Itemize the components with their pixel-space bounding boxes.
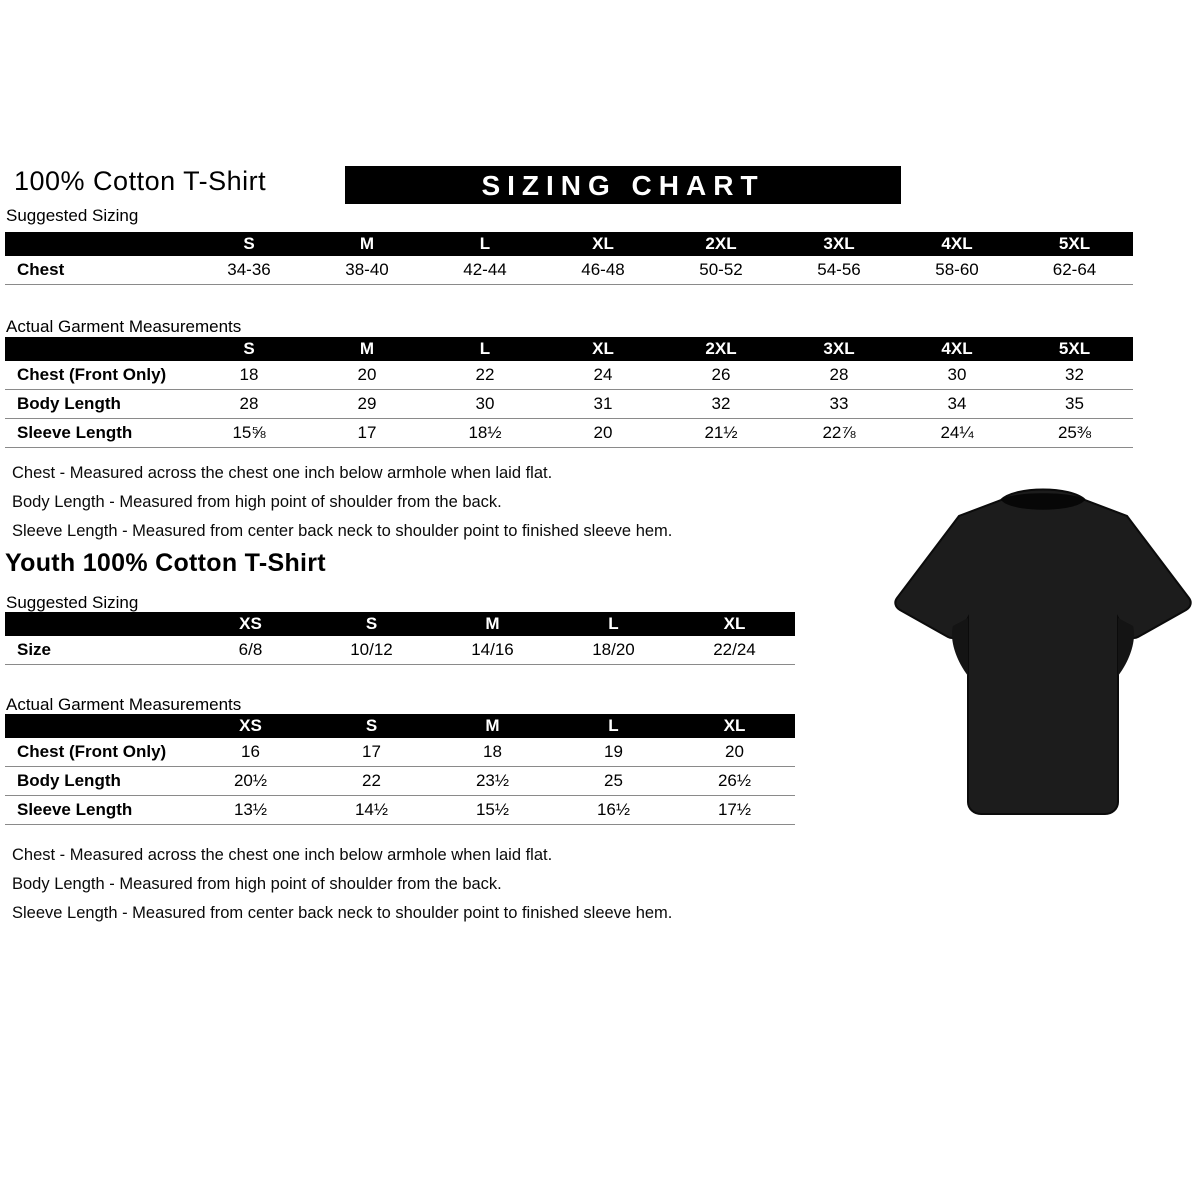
table-cell: 16 [190, 738, 311, 767]
table-cell: 28 [190, 390, 308, 419]
table-cell: 18½ [426, 419, 544, 448]
table-cell: 15½ [432, 796, 553, 825]
row-label: Body Length [5, 390, 190, 419]
table-cell: 50-52 [662, 256, 780, 285]
col-header: 2XL [662, 337, 780, 361]
table-cell: 16½ [553, 796, 674, 825]
table-cell: 15⅝ [190, 419, 308, 448]
table-cell: 19 [553, 738, 674, 767]
sizing-chart-banner: SIZING CHART [345, 166, 901, 204]
table-cell: 21½ [662, 419, 780, 448]
table-cell: 34-36 [190, 256, 308, 285]
table-row [5, 361, 1133, 390]
note-line: Chest - Measured across the chest one inch below armhole when laid flat. [12, 464, 553, 482]
table-cell: 24¼ [898, 419, 1016, 448]
table-header-row [5, 714, 795, 738]
youth-suggested-label: Suggested Sizing [6, 593, 139, 612]
empty-header-cell [5, 612, 190, 636]
note-line: Body Length - Measured from high point of shoulder from the back. [12, 875, 502, 893]
row-label: Chest (Front Only) [5, 361, 190, 390]
youth-title: Youth 100% Cotton T-Shirt [5, 549, 326, 577]
table-cell: 23½ [432, 767, 553, 796]
table-cell: 34 [898, 390, 1016, 419]
table-cell: 13½ [190, 796, 311, 825]
table-cell: 22/24 [674, 636, 795, 665]
table-cell: 30 [426, 390, 544, 419]
col-header: M [432, 612, 553, 636]
col-header: XL [544, 232, 662, 256]
table-cell: 20 [674, 738, 795, 767]
empty-header-cell [5, 337, 190, 361]
col-header: XS [190, 714, 311, 738]
youth-notes [12, 841, 672, 928]
col-header: 3XL [780, 232, 898, 256]
table-cell: 18 [190, 361, 308, 390]
note-line: Body Length - Measured from high point of shoulder from the back. [12, 493, 502, 511]
table-cell: 20 [308, 361, 426, 390]
col-header: S [190, 337, 308, 361]
table-header-row [5, 612, 795, 636]
row-label: Body Length [5, 767, 190, 796]
table-cell: 6/8 [190, 636, 311, 665]
adult-actual-table [5, 337, 1133, 448]
row-label: Sleeve Length [5, 796, 190, 825]
table-header-row [5, 232, 1133, 256]
empty-header-cell [5, 232, 190, 256]
col-header: L [426, 337, 544, 361]
table-cell: 18 [432, 738, 553, 767]
col-header: S [190, 232, 308, 256]
table-cell: 22⅞ [780, 419, 898, 448]
table-cell: 38-40 [308, 256, 426, 285]
table-row [5, 796, 795, 825]
table-cell: 62-64 [1016, 256, 1133, 285]
table-row [5, 767, 795, 796]
col-header: 5XL [1016, 337, 1133, 361]
table-cell: 14½ [311, 796, 432, 825]
table-cell: 33 [780, 390, 898, 419]
youth-actual-label: Actual Garment Measurements [6, 695, 242, 714]
col-header: XL [674, 714, 795, 738]
col-header: XL [674, 612, 795, 636]
table-cell: 58-60 [898, 256, 1016, 285]
table-cell: 42-44 [426, 256, 544, 285]
col-header: 3XL [780, 337, 898, 361]
table-cell: 32 [662, 390, 780, 419]
col-header: 4XL [898, 232, 1016, 256]
row-label: Sleeve Length [5, 419, 190, 448]
note-line: Sleeve Length - Measured from center back neck to shoulder point to finished sleeve hem. [12, 904, 673, 922]
col-header: M [432, 714, 553, 738]
col-header: L [553, 714, 674, 738]
page-title: 100% Cotton T-Shirt [14, 166, 267, 196]
col-header: M [308, 232, 426, 256]
table-cell: 17 [311, 738, 432, 767]
table-cell: 22 [311, 767, 432, 796]
table-cell: 54-56 [780, 256, 898, 285]
table-row [5, 636, 795, 665]
table-cell: 32 [1016, 361, 1133, 390]
table-row [5, 738, 795, 767]
row-label: Chest [5, 256, 190, 285]
note-line: Sleeve Length - Measured from center back neck to shoulder point to finished sleeve hem. [12, 522, 673, 540]
table-cell: 14/16 [432, 636, 553, 665]
col-header: 2XL [662, 232, 780, 256]
row-label: Size [5, 636, 190, 665]
table-cell: 46-48 [544, 256, 662, 285]
tshirt-graphic [893, 476, 1193, 821]
col-header: L [426, 232, 544, 256]
col-header: 5XL [1016, 232, 1133, 256]
adult-suggested-label: Suggested Sizing [6, 206, 139, 225]
adult-notes [12, 459, 672, 546]
table-row [5, 390, 1133, 419]
table-cell: 25⅜ [1016, 419, 1133, 448]
table-cell: 29 [308, 390, 426, 419]
adult-suggested-table [5, 232, 1133, 285]
table-cell: 26½ [674, 767, 795, 796]
table-cell: 20½ [190, 767, 311, 796]
table-header-row [5, 337, 1133, 361]
table-cell: 31 [544, 390, 662, 419]
table-cell: 17½ [674, 796, 795, 825]
col-header: S [311, 714, 432, 738]
table-cell: 30 [898, 361, 1016, 390]
table-cell: 35 [1016, 390, 1133, 419]
row-label: Chest (Front Only) [5, 738, 190, 767]
col-header: XS [190, 612, 311, 636]
col-header: XL [544, 337, 662, 361]
table-row [5, 256, 1133, 285]
black-tshirt-image [893, 476, 1193, 821]
table-cell: 18/20 [553, 636, 674, 665]
table-row [5, 419, 1133, 448]
youth-actual-table [5, 714, 795, 825]
table-cell: 17 [308, 419, 426, 448]
empty-header-cell [5, 714, 190, 738]
col-header: S [311, 612, 432, 636]
table-cell: 26 [662, 361, 780, 390]
col-header: L [553, 612, 674, 636]
table-cell: 25 [553, 767, 674, 796]
col-header: M [308, 337, 426, 361]
col-header: 4XL [898, 337, 1016, 361]
table-cell: 20 [544, 419, 662, 448]
adult-actual-label: Actual Garment Measurements [6, 317, 242, 336]
table-cell: 24 [544, 361, 662, 390]
note-line: Chest - Measured across the chest one inch below armhole when laid flat. [12, 846, 553, 864]
table-cell: 22 [426, 361, 544, 390]
table-cell: 10/12 [311, 636, 432, 665]
table-cell: 28 [780, 361, 898, 390]
youth-suggested-table [5, 612, 795, 665]
